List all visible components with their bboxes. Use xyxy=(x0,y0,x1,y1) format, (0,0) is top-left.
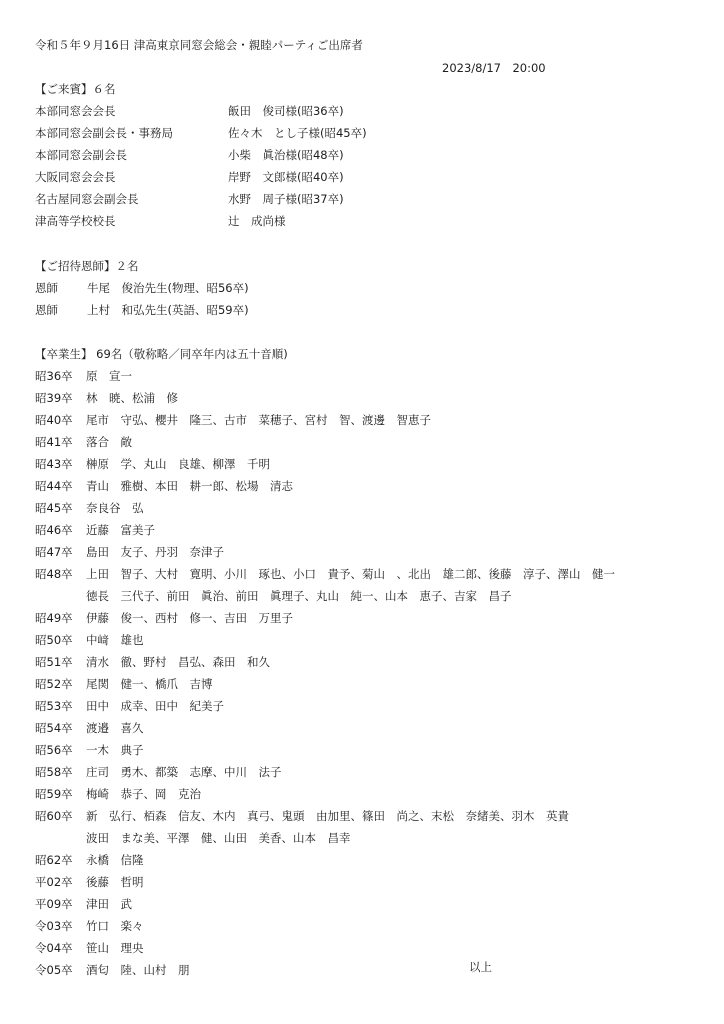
graduate-names: 奈良谷 弘 xyxy=(86,501,144,515)
graduate-year: 令05卒 xyxy=(35,963,73,977)
graduate-names: 渡邉 喜久 xyxy=(86,721,144,735)
graduate-names: 竹口 楽々 xyxy=(86,919,144,933)
graduates-heading: 【卒業生】 69名（敬称略／同卒年内は五十音順) xyxy=(35,347,288,361)
teacher-role: 恩師 xyxy=(35,281,58,295)
graduate-names: 尾市 守弘、櫻井 隆三、古市 菜穂子、宮村 智、渡邊 智恵子 xyxy=(86,413,431,427)
graduate-year: 昭62卒 xyxy=(35,853,73,867)
graduate-names: 青山 雅樹、本田 耕一郎、松場 清志 xyxy=(86,479,293,493)
graduate-names: 梅崎 恭子、岡 克治 xyxy=(86,787,201,801)
graduate-names: 一木 典子 xyxy=(86,743,144,757)
graduate-year: 昭48卒 xyxy=(35,567,73,581)
graduate-names: 庄司 勇木、都築 志摩、中川 法子 xyxy=(86,765,282,779)
graduate-year: 令03卒 xyxy=(35,919,73,933)
guest-role: 津高等学校校長 xyxy=(35,214,116,228)
guest-role: 本部同窓会副会長・事務局 xyxy=(35,126,173,140)
graduate-year: 昭43卒 xyxy=(35,457,73,471)
graduate-names: 笹山 理央 xyxy=(86,941,144,955)
graduate-year: 昭52卒 xyxy=(35,677,73,691)
document-title: 令和５年９月16日 津高東京同窓会総会・親睦パーティご出席者 xyxy=(35,38,363,52)
graduate-year: 昭60卒 xyxy=(35,809,73,823)
graduate-names: 永橋 信隆 xyxy=(86,853,144,867)
graduate-names: 島田 友子、丹羽 奈津子 xyxy=(86,545,224,559)
graduate-year: 昭46卒 xyxy=(35,523,73,537)
graduate-names: 酒匂 陸、山村 朋 xyxy=(86,963,190,977)
graduate-names: 田中 成幸、田中 紀美子 xyxy=(86,699,224,713)
graduate-year: 令04卒 xyxy=(35,941,73,955)
graduate-year: 平09卒 xyxy=(35,897,73,911)
graduate-year: 昭54卒 xyxy=(35,721,73,735)
graduate-names-continuation: 徳長 三代子、前田 眞治、前田 眞理子、丸山 純一、山本 恵子、吉家 昌子 xyxy=(86,589,512,603)
guest-name: 飯田 俊司様(昭36卒) xyxy=(228,104,344,118)
closing-mark: 以上 xyxy=(469,960,492,974)
graduate-year: 昭59卒 xyxy=(35,787,73,801)
graduate-names: 尾関 健一、橋爪 吉博 xyxy=(86,677,213,691)
graduate-names: 落合 敞 xyxy=(86,435,132,449)
graduate-year: 昭45卒 xyxy=(35,501,73,515)
teacher-role: 恩師 xyxy=(35,303,58,317)
graduate-names-continuation: 波田 まな美、平澤 健、山田 美香、山本 昌幸 xyxy=(86,831,351,845)
graduate-year: 昭47卒 xyxy=(35,545,73,559)
graduate-year: 昭39卒 xyxy=(35,391,73,405)
graduate-names: 上田 智子、大村 寛明、小川 琢也、小口 貴予、菊山 、北出 雄二郎、後藤 淳子、澤山 健一 xyxy=(86,567,615,581)
teachers-heading: 【ご招待恩師】２名 xyxy=(35,259,139,273)
graduate-names: 後藤 哲明 xyxy=(86,875,144,889)
graduate-names: 榊原 学、丸山 良雄、柳澤 千明 xyxy=(86,457,270,471)
graduate-year: 昭53卒 xyxy=(35,699,73,713)
teacher-name: 上村 和弘先生(英語、昭59卒) xyxy=(87,303,249,317)
graduate-names: 中﨑 雄也 xyxy=(86,633,144,647)
graduate-year: 昭50卒 xyxy=(35,633,73,647)
guest-name: 水野 周子様(昭37卒) xyxy=(228,192,344,206)
guest-role: 名古屋同窓会副会長 xyxy=(35,192,139,206)
guest-role: 本部同窓会副会長 xyxy=(35,148,127,162)
guest-role: 本部同窓会会長 xyxy=(35,104,116,118)
guest-role: 大阪同窓会会長 xyxy=(35,170,116,184)
graduate-year: 昭40卒 xyxy=(35,413,73,427)
graduate-year: 昭58卒 xyxy=(35,765,73,779)
teacher-name: 牛尾 俊治先生(物理、昭56卒) xyxy=(87,281,249,295)
graduate-year: 昭49卒 xyxy=(35,611,73,625)
guests-heading: 【ご来賓】６名 xyxy=(35,82,116,96)
graduate-year: 昭51卒 xyxy=(35,655,73,669)
guest-name: 小柴 眞治様(昭48卒) xyxy=(228,148,344,162)
graduate-names: 津田 武 xyxy=(86,897,132,911)
graduate-year: 昭44卒 xyxy=(35,479,73,493)
graduate-names: 清水 徹、野村 昌弘、森田 和久 xyxy=(86,655,270,669)
graduate-year: 昭41卒 xyxy=(35,435,73,449)
guest-name: 佐々木 とし子様(昭45卒) xyxy=(228,126,367,140)
graduate-year: 昭56卒 xyxy=(35,743,73,757)
graduate-names: 原 宣一 xyxy=(86,369,132,383)
graduate-year: 昭36卒 xyxy=(35,369,73,383)
document-datetime: 2023/8/17 20:00 xyxy=(442,61,546,75)
graduate-year: 平02卒 xyxy=(35,875,73,889)
guest-name: 辻 成尚様 xyxy=(228,214,286,228)
guest-name: 岸野 文郎様(昭40卒) xyxy=(228,170,344,184)
graduate-names: 新 弘行、栢森 信友、木内 真弓、鬼頭 由加里、篠田 尚之、末松 奈緒美、羽木 英貴 xyxy=(86,809,569,823)
graduate-names: 伊藤 俊一、西村 修一、吉田 万里子 xyxy=(86,611,293,625)
graduate-names: 林 暁、松浦 修 xyxy=(86,391,178,405)
graduate-names: 近藤 富美子 xyxy=(86,523,155,537)
